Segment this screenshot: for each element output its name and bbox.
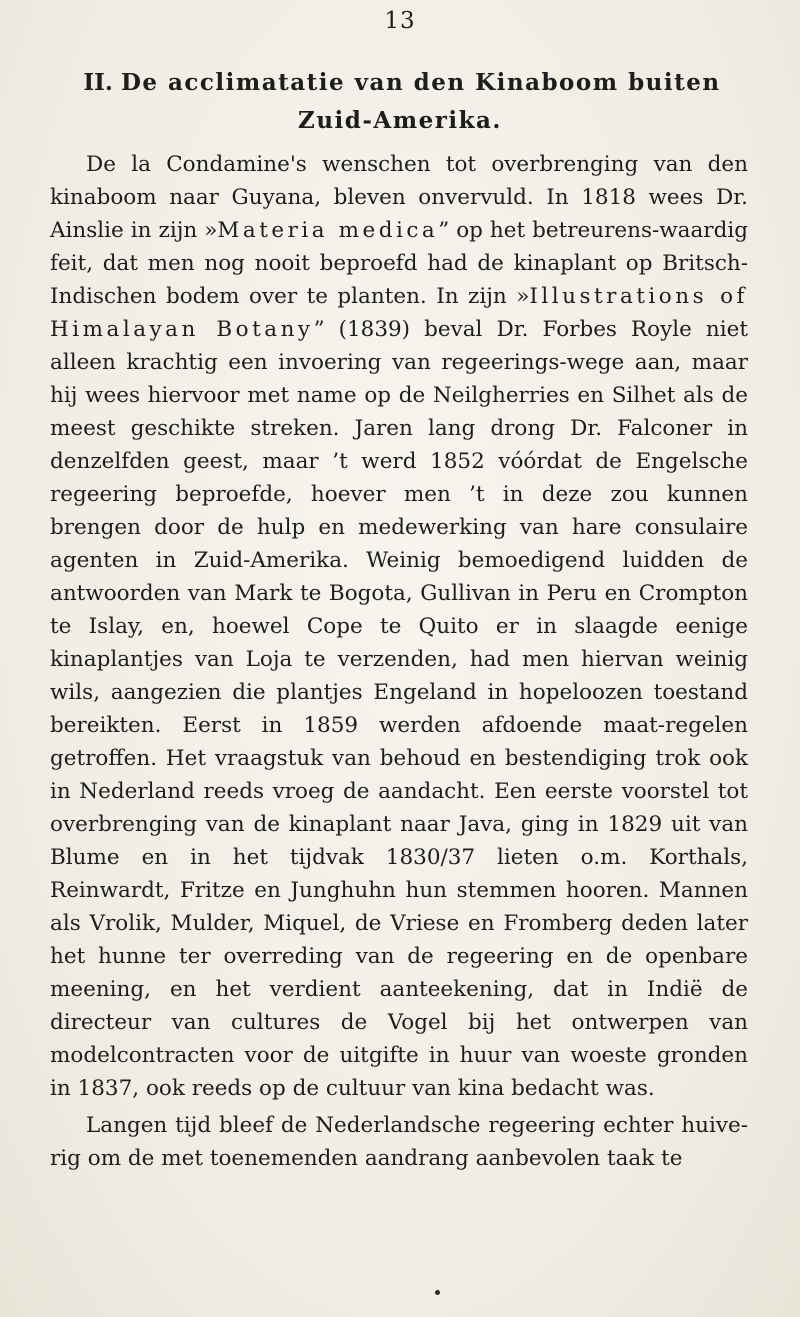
paragraph-2 [50,1109,748,1175]
book-title-materia-medica: Materia medica [217,218,439,243]
section-title-line2: Zuid-Amerika. [298,107,502,134]
paragraph-1-text-a: De la Condamine's wenschen tot overbrenging van den kinaboom naar Guyana, bleven onvervuld. In 1818 wees Dr. Ainslie in zijn » [50,152,748,243]
section-title-line1: De acclimatatie van den Kinaboom buiten [120,69,721,96]
paragraph-1-text-b: ” op het betreurens-waardig feit, dat men nog nooit beproefd had de kinaplant op Britsch-Indischen bodem over te planten. In zijn » [50,218,748,309]
paragraph-1-text-c: ” (1839) beval Dr. Forbes Royle niet alleen krachtig een invoering van regeerings-wege aan, maar hij wees hiervoor met name op de Neilgherries en Silhet als de meest geschikte streken. Jaren lang drong Dr. Falconer in denzelfden geest, maar ’t werd 1852 vóórdat de Engelsche regeering beproefde, hoever men ’t in deze zou kunnen brengen door de hulp en medewerking van hare consulaire agenten in Zuid-Amerika. Weinig bemoedigend luidden de antwoorden van Mark te Bogota, Gullivan in Peru en Crompton te Islay, en, hoewel Cope te Quito er in slaagde eenige kinaplantjes van Loja te verzenden, had men hiervan weinig wils, aangezien die plantjes Engeland in hopeloozen toestand bereikten. Eerst in 1859 werden afdoende maat-regelen getroffen. Het vraagstuk van behoud en bestendiging trok ook in Nederland reeds vroeg de aandacht. Een eerste voorstel tot overbrenging van de kinaplant naar Java, ging in 1829 uit van Blume en in het tijdvak 1830/37 lieten o.m. Korthals, Reinwardt, Fritze en Junghuhn hun stemmen hooren. Mannen als Vrolik, Mulder, Miquel, de Vriese en Fromberg deden later het hunne ter overreding van de regeering en de openbare meening, en het verdient aanteekening, dat in Indië de directeur van cultures de Vogel bij het ontwerpen van modelcontracten voor de uitgifte in huur van woeste gronden in 1837, ook reeds op de cultuur van kina bedacht was. [50,317,748,1101]
book-title-illustrations: Illustrations of Himalayan Botany [50,284,748,342]
paragraph-2-text: Langen tijd bleef de Nederlandsche regeering echter huive-rig om de met toenemenden aandrang aanbevolen taak te [50,1113,748,1171]
section-heading [0,64,800,140]
paragraph-1 [50,148,748,1105]
ink-dot [435,1290,440,1295]
body-text [50,148,748,1175]
page-number: 13 [384,8,416,34]
section-numeral: II. [83,69,113,96]
